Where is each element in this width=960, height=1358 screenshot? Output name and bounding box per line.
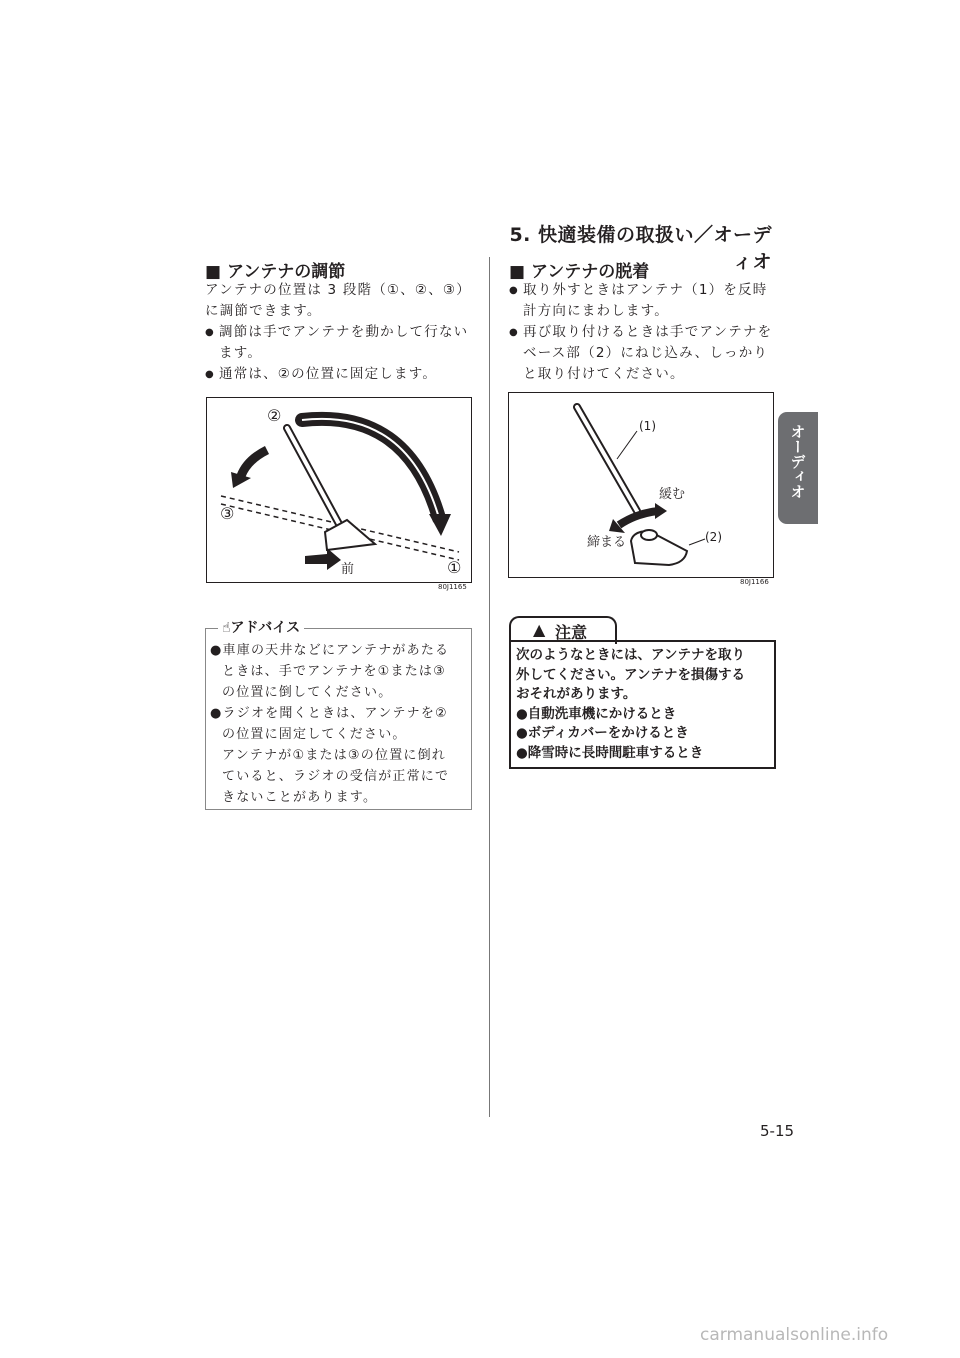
figure-code: 80J1166 — [740, 578, 769, 586]
caution-title: 注意 — [555, 623, 588, 642]
side-tab-label: オーディオ — [788, 424, 807, 499]
bullet-continuation: と取り付けてください。 — [523, 366, 685, 382]
advice-line: ●車庫の天井などにアンテナがあたる — [210, 643, 450, 658]
heading-antenna-adjust: ■ アンテナの調節 — [205, 262, 346, 282]
section-title: 5. 快適装備の取扱い／オーディオ — [509, 224, 772, 273]
antenna-removal-figure — [508, 392, 774, 578]
antenna-base — [631, 531, 687, 565]
advice-text — [210, 640, 468, 808]
antenna-adjust-illustration — [207, 398, 471, 582]
intro-paragraph — [205, 280, 471, 322]
bullet-continuation: ベース部（2）にねじ込み、しっかり — [523, 345, 769, 361]
removal-bullet-list — [509, 280, 774, 385]
column-divider — [489, 257, 490, 1117]
advice-line: アンテナが①または③の位置に倒れ — [222, 748, 446, 763]
bullet-item: ● 取り外すときはアンテナ（1）を反時 — [509, 280, 774, 301]
warning-triangle-icon: ▲ — [533, 620, 546, 639]
advice-line: ●ラジオを聞くときは、アンテナを② — [210, 706, 448, 721]
advice-title-text: アドバイス — [230, 620, 301, 636]
antenna-base — [325, 520, 375, 550]
intro-line: アンテナの位置は 3 段階（①、②、③） — [205, 282, 471, 298]
advice-line: ていると、ラジオの受信が正常にで — [222, 769, 450, 784]
position-1-label: ① — [447, 558, 462, 577]
caution-line: おそれがあります。 — [516, 686, 637, 702]
caution-line: ●ボディカバーをかけるとき — [516, 725, 689, 741]
part-2-label: (2) — [705, 530, 722, 544]
advice-line: の位置に固定してください。 — [222, 727, 407, 742]
figure-code: 80J1165 — [438, 583, 467, 591]
advice-line: きないことがあります。 — [222, 790, 378, 805]
hand-icon: ☝ — [222, 620, 231, 636]
side-tab — [778, 412, 818, 524]
advice-title — [218, 617, 304, 637]
bullet-continuation: 計方向にまわします。 — [523, 303, 669, 319]
advice-line: ときは、手でアンテナを①または③ — [222, 664, 446, 679]
bullet-item: ● 再び取り付けるときは手でアンテナを — [509, 322, 774, 343]
twist-arrow — [619, 511, 659, 525]
advice-line: の位置に倒してください。 — [222, 685, 393, 700]
rotation-arrow-small — [241, 450, 267, 476]
heading-antenna-removal: ■ アンテナの脱着 — [509, 262, 650, 282]
page-number: 5-15 — [760, 1122, 795, 1140]
caution-line: ●自動洗車機にかけるとき — [516, 705, 677, 722]
rotation-arrow-large — [302, 419, 439, 518]
position-2-label: ② — [267, 406, 282, 425]
caution-line: 外してください。アンテナを損傷する — [516, 666, 745, 683]
part-1-label: (1) — [639, 419, 656, 433]
rotation-arrow-head — [429, 514, 451, 536]
bullet-continuation: ます。 — [219, 345, 263, 361]
adjust-bullet-list — [205, 322, 475, 385]
caution-text — [516, 646, 772, 763]
caution-line: ●降雪時に長時間駐車するとき — [516, 744, 704, 761]
antenna-adjust-figure — [206, 397, 472, 583]
bullet-item: ● 調節は手でアンテナを動かして行ない — [205, 322, 475, 343]
loosen-label: 緩む — [659, 487, 686, 502]
watermark: carmanualsonline.info — [700, 1325, 889, 1345]
caution-line: 次のようなときには、アンテナを取り — [516, 647, 745, 663]
front-arrow — [305, 548, 341, 570]
bullet-item: ● 通常は、②の位置に固定します。 — [205, 364, 475, 385]
position-3-label: ③ — [220, 504, 235, 523]
intro-line: に調節できます。 — [205, 303, 322, 319]
front-label: 前 — [341, 562, 355, 577]
tighten-label: 締まる — [587, 535, 627, 550]
